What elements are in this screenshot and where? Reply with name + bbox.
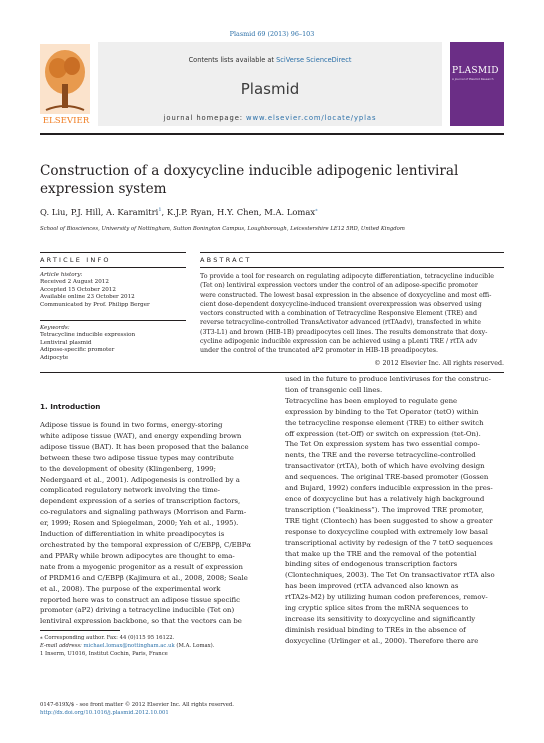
body-line: nate from a myogenic progenitor as a result of expression (40, 562, 243, 571)
cover-title: PLASMID (452, 66, 499, 76)
body-line: TRE tight (Clontech) has been suggested to show a greater (285, 516, 493, 525)
elsevier-tree-logo-icon (40, 44, 90, 122)
abstract-rule-top (200, 252, 504, 253)
body-line: off expression (tet-Off) or switch on expression (tet-On). (285, 429, 481, 438)
affiliation-note-1: 1 Inserm, U1016, Institut Cochin, Paris, France (40, 651, 168, 658)
corresponding-author-marker[interactable]: ⁎ (315, 207, 318, 214)
body-line: doxycycline (Urlinger et al., 2000). Therefore there are (285, 636, 479, 645)
article-info-rule-top (40, 252, 186, 253)
body-line: Nedergaard et al., 2001). Adipogenesis is controlled by a (40, 475, 240, 484)
author-list (40, 207, 504, 217)
body-line: diminish residual binding to TREs in the absence of (285, 625, 466, 634)
journal-title: Plasmid (240, 80, 300, 98)
body-line: used in the future to produce lentiviruses for the construc- (285, 375, 491, 383)
footnote-rule (40, 630, 120, 631)
body-line: and sequences. The original TRE-based promoter (Gossen (285, 473, 489, 482)
homepage-link[interactable]: www.elsevier.com/locate/yplas (246, 114, 377, 122)
body-line: has been improved (rtTA advanced also known as (285, 582, 459, 591)
author-name: H.Y. Chen, (217, 207, 265, 217)
footnotes (40, 634, 264, 659)
abstract-line: (Tet on) lentiviral expression vectors under the control of an adipose-specific promoter (200, 282, 478, 290)
body-line: rtTA2s-M2) by utilizing human codon preferences, remov- (285, 593, 488, 602)
cover-subtitle: A Journal of Plasmid Research (452, 77, 494, 81)
abstract-line: reverse tetracycline-controlled TransActivator advanced (rtTAadv), transfected in white (200, 319, 481, 327)
history-item: Communicated by Prof. Philipp Berger (40, 301, 150, 308)
author-name: A. Karamitri (106, 207, 159, 217)
author-name: P.J. Hill, (70, 207, 107, 217)
abstract-copyright: © 2012 Elsevier Inc. All rights reserved. (374, 360, 504, 367)
history-item: Available online 23 October 2012 (40, 294, 135, 301)
contents-prefix: Contents lists available at (188, 56, 277, 64)
body-line: orchestrated by the temporal expression of C/EBPβ, C/EBPα (40, 540, 252, 549)
body-line: nents, the TRE and the reverse tetracycline-controlled (285, 451, 476, 460)
journal-citation[interactable]: Plasmid 69 (2013) 96–103 (229, 30, 315, 38)
body-line: expression by binding to the Tet Operator (tetO) within (285, 407, 479, 416)
abstract-bottom-rule (40, 372, 504, 373)
page-footer (40, 701, 300, 717)
article-title (40, 162, 504, 198)
elsevier-wordmark: ELSEVIER (42, 116, 90, 126)
body-line: of PRDM16 and C/EBPβ (Kajimura et al., 2008, 2008; Seale (40, 573, 248, 582)
article-info-heading: ARTICLE INFO (40, 256, 111, 264)
body-line: and PPARγ while brown adipocytes are thought to ema- (40, 551, 235, 560)
body-line: (Clontechniques, 2003). The Tet On transactivator rtTA also (285, 571, 495, 580)
keyword-item: Adipose-specific promoter (40, 347, 115, 354)
body-line: et al., 2008). The purpose of the experimental work (40, 584, 221, 593)
history-label: Article history: (40, 272, 83, 278)
body-left-column (40, 420, 266, 627)
author-name: Q. Liu, (40, 207, 71, 217)
article-history (40, 272, 186, 309)
abstract-line: vectors constructed with a combination of Tetracycline Responsive Element (TRE) and (200, 310, 477, 318)
email-link[interactable]: michael.lomax@nottingham.ac.uk (83, 643, 175, 650)
article-info-rule (40, 267, 186, 268)
keywords-rule (40, 320, 186, 321)
body-line: Adipose tissue is found in two forms, energy-storing (40, 421, 223, 429)
affiliation: School of Biosciences, University of Nottingham, Sutton Bonington Campus, Loughborough, Leicestershire LE12 5RD, United Kingdom (40, 226, 405, 232)
body-line: white adipose tissue (WAT), and energy expending brown (40, 431, 242, 440)
section-heading-introduction: 1. Introduction (40, 402, 101, 411)
contents-available-line (98, 56, 442, 64)
keywords-label: Keywords: (40, 325, 70, 331)
header-rule (40, 133, 504, 135)
abstract-heading: ABSTRACT (200, 256, 252, 264)
body-line: complicated regulatory network involving the time- (40, 486, 221, 495)
sciencedirect-link[interactable]: SciVerse ScienceDirect (276, 56, 352, 64)
abstract-line: (3T3-L1) and brown (HIB-1B) preadipocytes cell lines. The results demonstrate that doxy- (200, 328, 488, 336)
body-line: the tetracycline response element (TRE) to either switch (285, 418, 484, 427)
body-line: lentiviral expression backbone, so that the vectors can be (40, 617, 242, 626)
body-line: and Bujard, 1992) confers inducible expression in the pres- (285, 484, 493, 493)
body-line: promoter (aP2) driving a tetracycline inducible (Tet on) (40, 606, 235, 615)
abstract-text (200, 272, 504, 356)
history-item: Accepted 15 October 2012 (40, 286, 116, 293)
journal-cover-thumbnail[interactable] (450, 42, 504, 126)
email-note (40, 642, 264, 650)
body-line: that make up the TRE and the removal of the potential (285, 549, 477, 558)
body-line: to the development of obesity (Klingenberg, 1999; (40, 464, 216, 473)
body-line: adipose tissue (BAT). It has been proposed that the balance (40, 442, 249, 451)
body-line: increase its sensitivity to doxycycline and significantly (285, 614, 476, 623)
abstract-line: under the control of the truncated aP2 promoter in HIB-1B preadipocytes. (200, 347, 438, 355)
body-line: transactivator (rtTA), both of which have evolving design (285, 462, 485, 471)
author-name: , K.J.P. Ryan, (161, 207, 217, 217)
abstract-line: cycline adipogenic inducible expression can be achieved using a pLenti TRE / rtTA adv (200, 338, 478, 346)
body-line: between these two adipose tissue types may contribute (40, 453, 234, 462)
history-item: Received 2 August 2012 (40, 279, 109, 286)
homepage-prefix: journal homepage: (163, 114, 247, 122)
body-line: binding sites of endogenous transcription factors (285, 560, 458, 569)
doi-link[interactable]: http://dx.doi.org/10.1016/j.plasmid.2012.10.001 (40, 710, 169, 717)
body-line: Induction of differentiation in white preadipocytes is (40, 530, 225, 539)
article-title-line-1: Construction of a doxycycline inducible adipogenic lentiviral (40, 163, 459, 179)
article-title-line-2: expression system (40, 181, 167, 197)
email-suffix: (M.A. Lomax). (174, 643, 215, 650)
body-line: transcriptional activity by redesign of the 7 tetO sequences (285, 538, 493, 547)
journal-homepage-line (98, 114, 442, 122)
body-line: reported here was to construct an adipose tissue specific (40, 595, 241, 604)
abstract-line: cient dose-dependent doxycycline-induced transient overexpression was observed using (200, 300, 482, 308)
email-label: E-mail address: (40, 643, 84, 650)
keyword-item: Tetracycline inducible expression (40, 332, 136, 339)
abstract-line: were constructed. The lowest basal expression in the absence of doxycycline and most effi- (200, 291, 492, 299)
body-right-column (285, 374, 507, 647)
author-name: M.A. Lomax (264, 207, 316, 217)
issn-line: 0147-619X/$ - see front matter © 2012 Elsevier Inc. All rights reserved. (40, 702, 234, 708)
corresponding-author-note: ⁎ Corresponding author. Fax: 44 (0)115 95 16122. (40, 635, 175, 641)
body-line: ence of doxycycline but has a relatively high background (285, 494, 485, 503)
body-line: ing cryptic splice sites from the mRNA sequences to (285, 604, 469, 613)
body-line: transcription (“leakiness”). The improved TRE promoter, (285, 505, 484, 514)
body-line: tion of transgenic cell lines. (285, 385, 383, 394)
body-line: er, 1999; Rosen and Spiegelman, 2000; Yeh et al., 1995). (40, 519, 239, 528)
abstract-rule (200, 267, 504, 268)
keyword-item: Adipocyte (40, 354, 69, 361)
keywords-block (40, 325, 186, 362)
keyword-item: Lentiviral plasmid (40, 339, 92, 346)
body-line: The Tet On expression system has two essential compo- (285, 440, 480, 449)
abstract-line: To provide a tool for research on regulating adipocyte differentiation, tetracycline inducible (200, 273, 494, 280)
body-line: co-regulators and signaling pathways (Morrison and Farm- (40, 508, 247, 517)
body-line: Tetracycline has been employed to regulate gene (285, 396, 458, 405)
body-line: response to doxycycline coupled with extremely low basal (285, 527, 488, 536)
body-line: dependent expression of a series of transcription factors, (40, 497, 241, 506)
author-footnote-marker[interactable]: 1 (158, 207, 162, 214)
